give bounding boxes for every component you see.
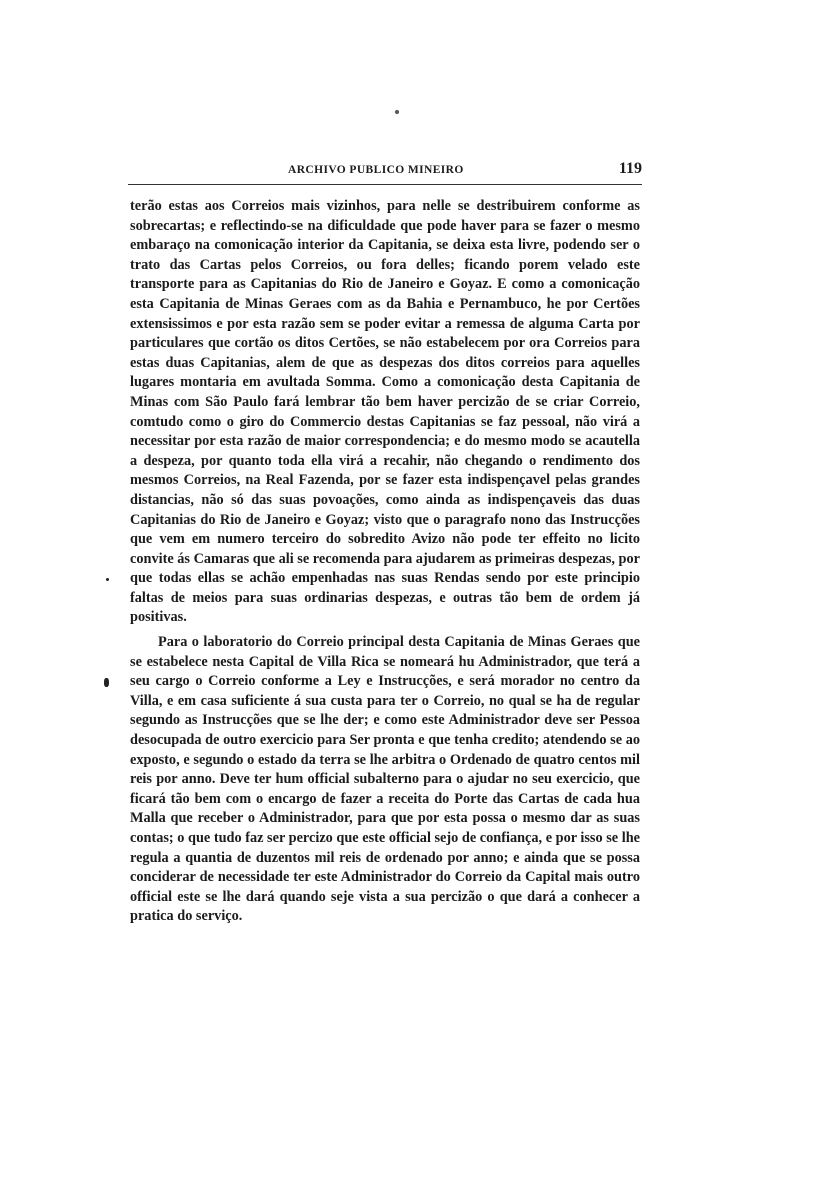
header-rule xyxy=(128,184,642,185)
page-number: 119 xyxy=(618,160,642,177)
paragraph: terão estas aos Correios mais vizinhos, para nelle se destribuirem conforme as sobrecartas; e reflectindo-se na dificuldade que pode haver para se fazer o mesmo embaraço na comonicação interior da Capitania, se deixa esta livre, podendo ser o trato das Cartas pelos Correios, ou fora delles; ficando porem velado este transporte para as Capitanias do Rio de Janeiro e Goyaz. E como a comonicação esta Capitania de Minas Geraes com as da Bahia e Pernambuco, he por Certões extensissimos e por esta razão sem se poder evitar a remessa de alguma Carta por particulares que cortão os ditos Certões, se não estabelecem por ora Correios para estas duas Capitanias, alem de que as despezas dos ditos correios para aquelles lugares montaria em avultada Somma. Como a comonicação desta Capitania de Minas com São Paulo fará lembrar tão bem haver percizão de se criar Correio, comtudo como o giro do Commercio destas Capitanias se faz pessoal, não virá a necessitar por esta razão de maior correspondencia; e do mesmo modo se acautella a despeza, por quanto toda ella virá a recahir, não chegando o rendimento dos mesmos Correios, na Real Fazenda, por se fazer esta indispençavel pelas grandes distancias, não só das suas povoações, como ainda as indispençaveis das duas Capitanias do Rio de Janeiro e Goyaz; visto que o paragrafo nono das Instrucções que vem em numero terceiro do sobredito Avizo não pode ter effeito no licito convite ás Camaras que ali se recomenda para ajudarem as primeiras despezas, por que todas ellas se achão empenhadas nas suas Rendas sendo por este principio faltas de meios para suas ordinarias despezas, e outras tão bem de ordem já positivas. xyxy=(130,198,640,626)
running-title: ARCHIVO PUBLICO MINEIRO xyxy=(288,164,464,176)
body-text xyxy=(130,197,640,927)
page-header xyxy=(130,160,642,184)
print-speck xyxy=(395,110,399,114)
margin-dot xyxy=(106,578,109,581)
paragraph: Para o laboratorio do Correio principal desta Capitania de Minas Geraes que se estabelece nesta Capital de Villa Rica se nomeará hu Administrador, que terá a seu cargo o Correio conforme a Ley e Instrucções, e será morador no centro da Villa, e em casa suficiente á sua custa para ter o Correio, no qual se ha de regular segundo as Instrucções que se lhe der; e como este Administrador deve ser Pessoa desocupada de outro exercicio para Ser pronta e que tenha credito; atendendo se ao exposto, e segundo o estado da terra se lhe arbitra o Ordenado de quatro centos mil reis por anno. Deve ter hum official subalterno para o ajudar no seu exercicio, que ficará tão bem com o encargo de fazer a receita do Porte das Cartas de cada hua Malla que receber o Administrador, para que por esta possa o mesmo dar as suas contas; o que tudo faz ser percizo que este official sejo de confiança, e por isso se lhe regula a quantia de duzentos mil reis de ordenado por anno; e ainda que se possa conciderar de necessidade ter este Administrador do Correio da Capital mais outro official este se lhe dará quando seje vista a sua percizão o que dará a conhecer a pratica do serviço. xyxy=(130,634,640,925)
margin-ink-mark xyxy=(104,678,109,687)
